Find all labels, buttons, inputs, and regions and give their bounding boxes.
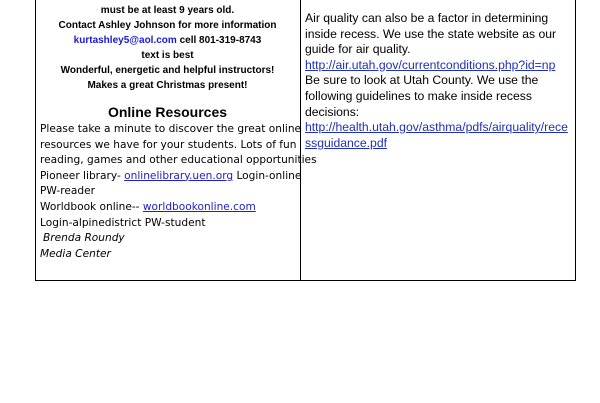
recess-guidance-link-line2[interactable]: ssguidance.pdf (305, 135, 387, 150)
guideline-line: following guidelines to make inside recess (305, 88, 532, 103)
online-resources-heading: Online Resources (107, 104, 228, 120)
worldbook-link[interactable]: worldbookonline.com (142, 200, 256, 213)
air-quality-link[interactable]: http://air.utah.gov/currentconditions.php?id=np (305, 57, 556, 72)
email-link[interactable]: kurtashley5@aol.com (73, 35, 177, 46)
guideline-line: decisions: (305, 104, 360, 119)
resources-paragraph-line: Please take a minute to discover the great online (40, 123, 302, 135)
pioneer-password: PW-reader (40, 185, 95, 198)
resources-paragraph-line: resources we have for your students. Lots of fun (40, 138, 297, 151)
contact-line: Contact Ashley Johnson for more information (58, 20, 277, 31)
email-cell-line (40, 33, 295, 48)
snowboard-age-line: must be at least 9 years old. (100, 5, 235, 16)
signature-title: Media Center (40, 247, 111, 260)
pioneer-library-link[interactable]: onlinelibrary.uen.org (124, 169, 234, 182)
pioneer-prefix: Pioneer library- (40, 169, 125, 182)
worldbook-login: Login-alpinedistrict PW-student (40, 216, 206, 229)
text-is-best: text is best (141, 50, 194, 61)
guideline-line: Be sure to look at Utah County. We use the (305, 73, 539, 88)
instructors-line: Wonderful, energetic and helpful instructors! (60, 65, 275, 76)
worldbook-prefix: Worldbook online-- (40, 200, 143, 213)
right-column (305, 11, 573, 151)
air-quality-line: inside recess. We use the state website as our (305, 26, 557, 41)
pioneer-line (40, 169, 302, 185)
worldbook-line (40, 200, 295, 216)
column-divider (300, 0, 301, 281)
gift-line: Makes a great Christmas present! (87, 80, 248, 91)
resources-paragraph-line: reading, games and other educational opportunities (40, 154, 317, 167)
cell-number: cell 801-319-8743 (176, 35, 262, 46)
air-quality-line: guide for air quality. (305, 42, 411, 57)
left-column (40, 0, 317, 262)
recess-guidance-link-line1[interactable]: http://health.utah.gov/asthma/pdfs/airquality/rece (305, 120, 568, 135)
signature-name: Brenda Roundy (43, 232, 125, 245)
pioneer-login: Login-online (233, 169, 302, 182)
air-quality-line: Air quality can also be a factor in determining (305, 11, 549, 25)
